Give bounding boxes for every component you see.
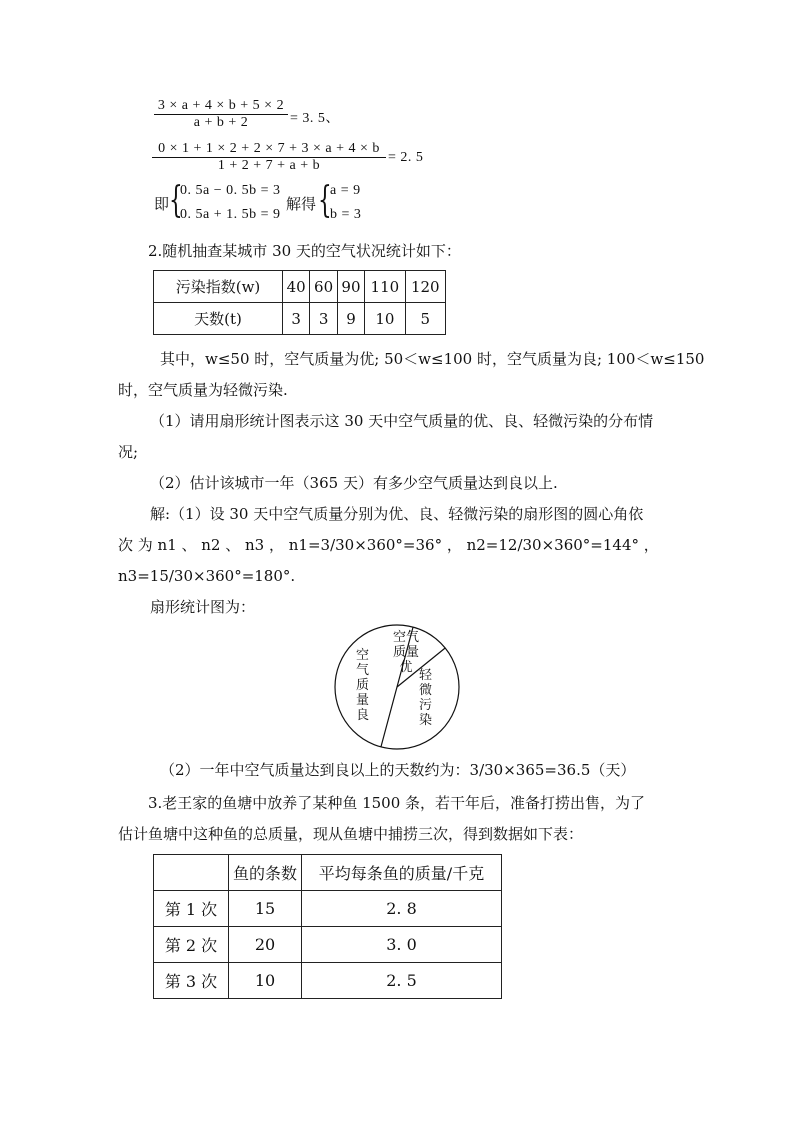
solution-line-2: 次 为 n1 、 n2 、 n3 ， n1=3/30×360°=36° ， n2=12/30×360°=144° ，: [118, 536, 659, 554]
question-2-title: 2.随机抽查某城市 30 天的空气状况统计如下：: [148, 242, 461, 260]
fraction-1-denominator: a + b + 2: [193, 115, 249, 130]
equation-1-rhs: = 3. 5、: [290, 111, 340, 126]
table-cell: 110: [365, 271, 405, 303]
table-cell: 5: [405, 303, 445, 335]
system-eq-2: 0. 5a + 1. 5b = 9: [180, 207, 281, 222]
condition-line-2: 时，空气质量为轻微污染.: [118, 381, 288, 399]
condition-line-1: 其中，w≤50 时，空气质量为优; 50＜w≤100 时，空气质量为良; 100＜w≤150: [160, 350, 705, 368]
fish-table-cell: 第 1 次: [154, 891, 229, 927]
fish-table-corner: [154, 855, 229, 891]
solution-b: b = 3: [330, 207, 362, 222]
solution-line-3: n3=15/30×360°=180°.: [118, 567, 296, 585]
fish-table-header: 鱼的条数: [229, 855, 302, 891]
question-3-line-2: 估计鱼塘中这种鱼的总质量，现从鱼塘中捕捞三次，得到数据如下表：: [118, 825, 584, 843]
fish-table-cell: 第 2 次: [154, 927, 229, 963]
fish-table-cell: 10: [229, 963, 302, 999]
fraction-1: [154, 98, 288, 131]
table-cell: 120: [405, 271, 445, 303]
table-header-t: 天数(t): [154, 303, 283, 335]
pollution-table: [153, 270, 446, 335]
ji-label: 即: [154, 195, 170, 213]
fraction-2-denominator: 1 + 2 + 7 + a + b: [217, 158, 321, 173]
table-cell: 10: [365, 303, 405, 335]
question-3-line-1: 3.老王家的鱼塘中放养了某种鱼 1500 条，若干年后，准备打捞出售，为了: [148, 794, 646, 812]
pie-label-you: 空气质量优: [392, 630, 419, 675]
fraction-2-numerator: 0 × 1 + 1 × 2 + 2 × 7 + 3 × a + 4 × b: [158, 141, 380, 156]
fish-table-cell: 2. 5: [302, 963, 502, 999]
equation-2-rhs: = 2. 5: [388, 150, 424, 165]
table-cell: 3: [310, 303, 337, 335]
table-cell: 40: [283, 271, 310, 303]
pie-label-wuran: 轻微污染: [419, 668, 433, 728]
fish-table-cell: 20: [229, 927, 302, 963]
table-cell: 3: [283, 303, 310, 335]
table-cell: 9: [337, 303, 364, 335]
solution-2: （2）一年中空气质量达到良以上的天数约为：3/30×365=36.5（天）: [160, 761, 636, 779]
fish-table-cell: 15: [229, 891, 302, 927]
solution-a: a = 9: [330, 183, 361, 198]
solution-line-1: 解:（1）设 30 天中空气质量分别为优、良、轻微污染的扇形图的圆心角依: [150, 505, 644, 523]
jiede-label: 解得: [286, 195, 317, 213]
pie-label-liang: 空气质量良: [356, 648, 370, 723]
subquestion-1-line-1: （1）请用扇形统计图表示这 30 天中空气质量的优、良、轻微污染的分布情: [150, 412, 654, 430]
fish-table: [153, 854, 502, 999]
system-eq-1: 0. 5a − 0. 5b = 3: [180, 183, 281, 198]
left-brace-1: {: [169, 180, 183, 221]
subquestion-2: （2）估计该城市一年（365 天）有多少空气质量达到良以上.: [150, 474, 558, 492]
table-header-w: 污染指数(w): [154, 271, 283, 303]
left-brace-2: {: [318, 180, 332, 221]
pie-caption: 扇形统计图为：: [150, 598, 256, 616]
fraction-1-numerator: 3 × a + 4 × b + 5 × 2: [157, 98, 285, 113]
subquestion-1-line-2: 况;: [118, 443, 139, 461]
fish-table-header: 平均每条鱼的质量/千克: [302, 855, 502, 891]
table-cell: 60: [310, 271, 337, 303]
fish-table-cell: 3. 0: [302, 927, 502, 963]
table-cell: 90: [337, 271, 364, 303]
fish-table-cell: 2. 8: [302, 891, 502, 927]
fraction-2: [152, 141, 386, 174]
fish-table-cell: 第 3 次: [154, 963, 229, 999]
